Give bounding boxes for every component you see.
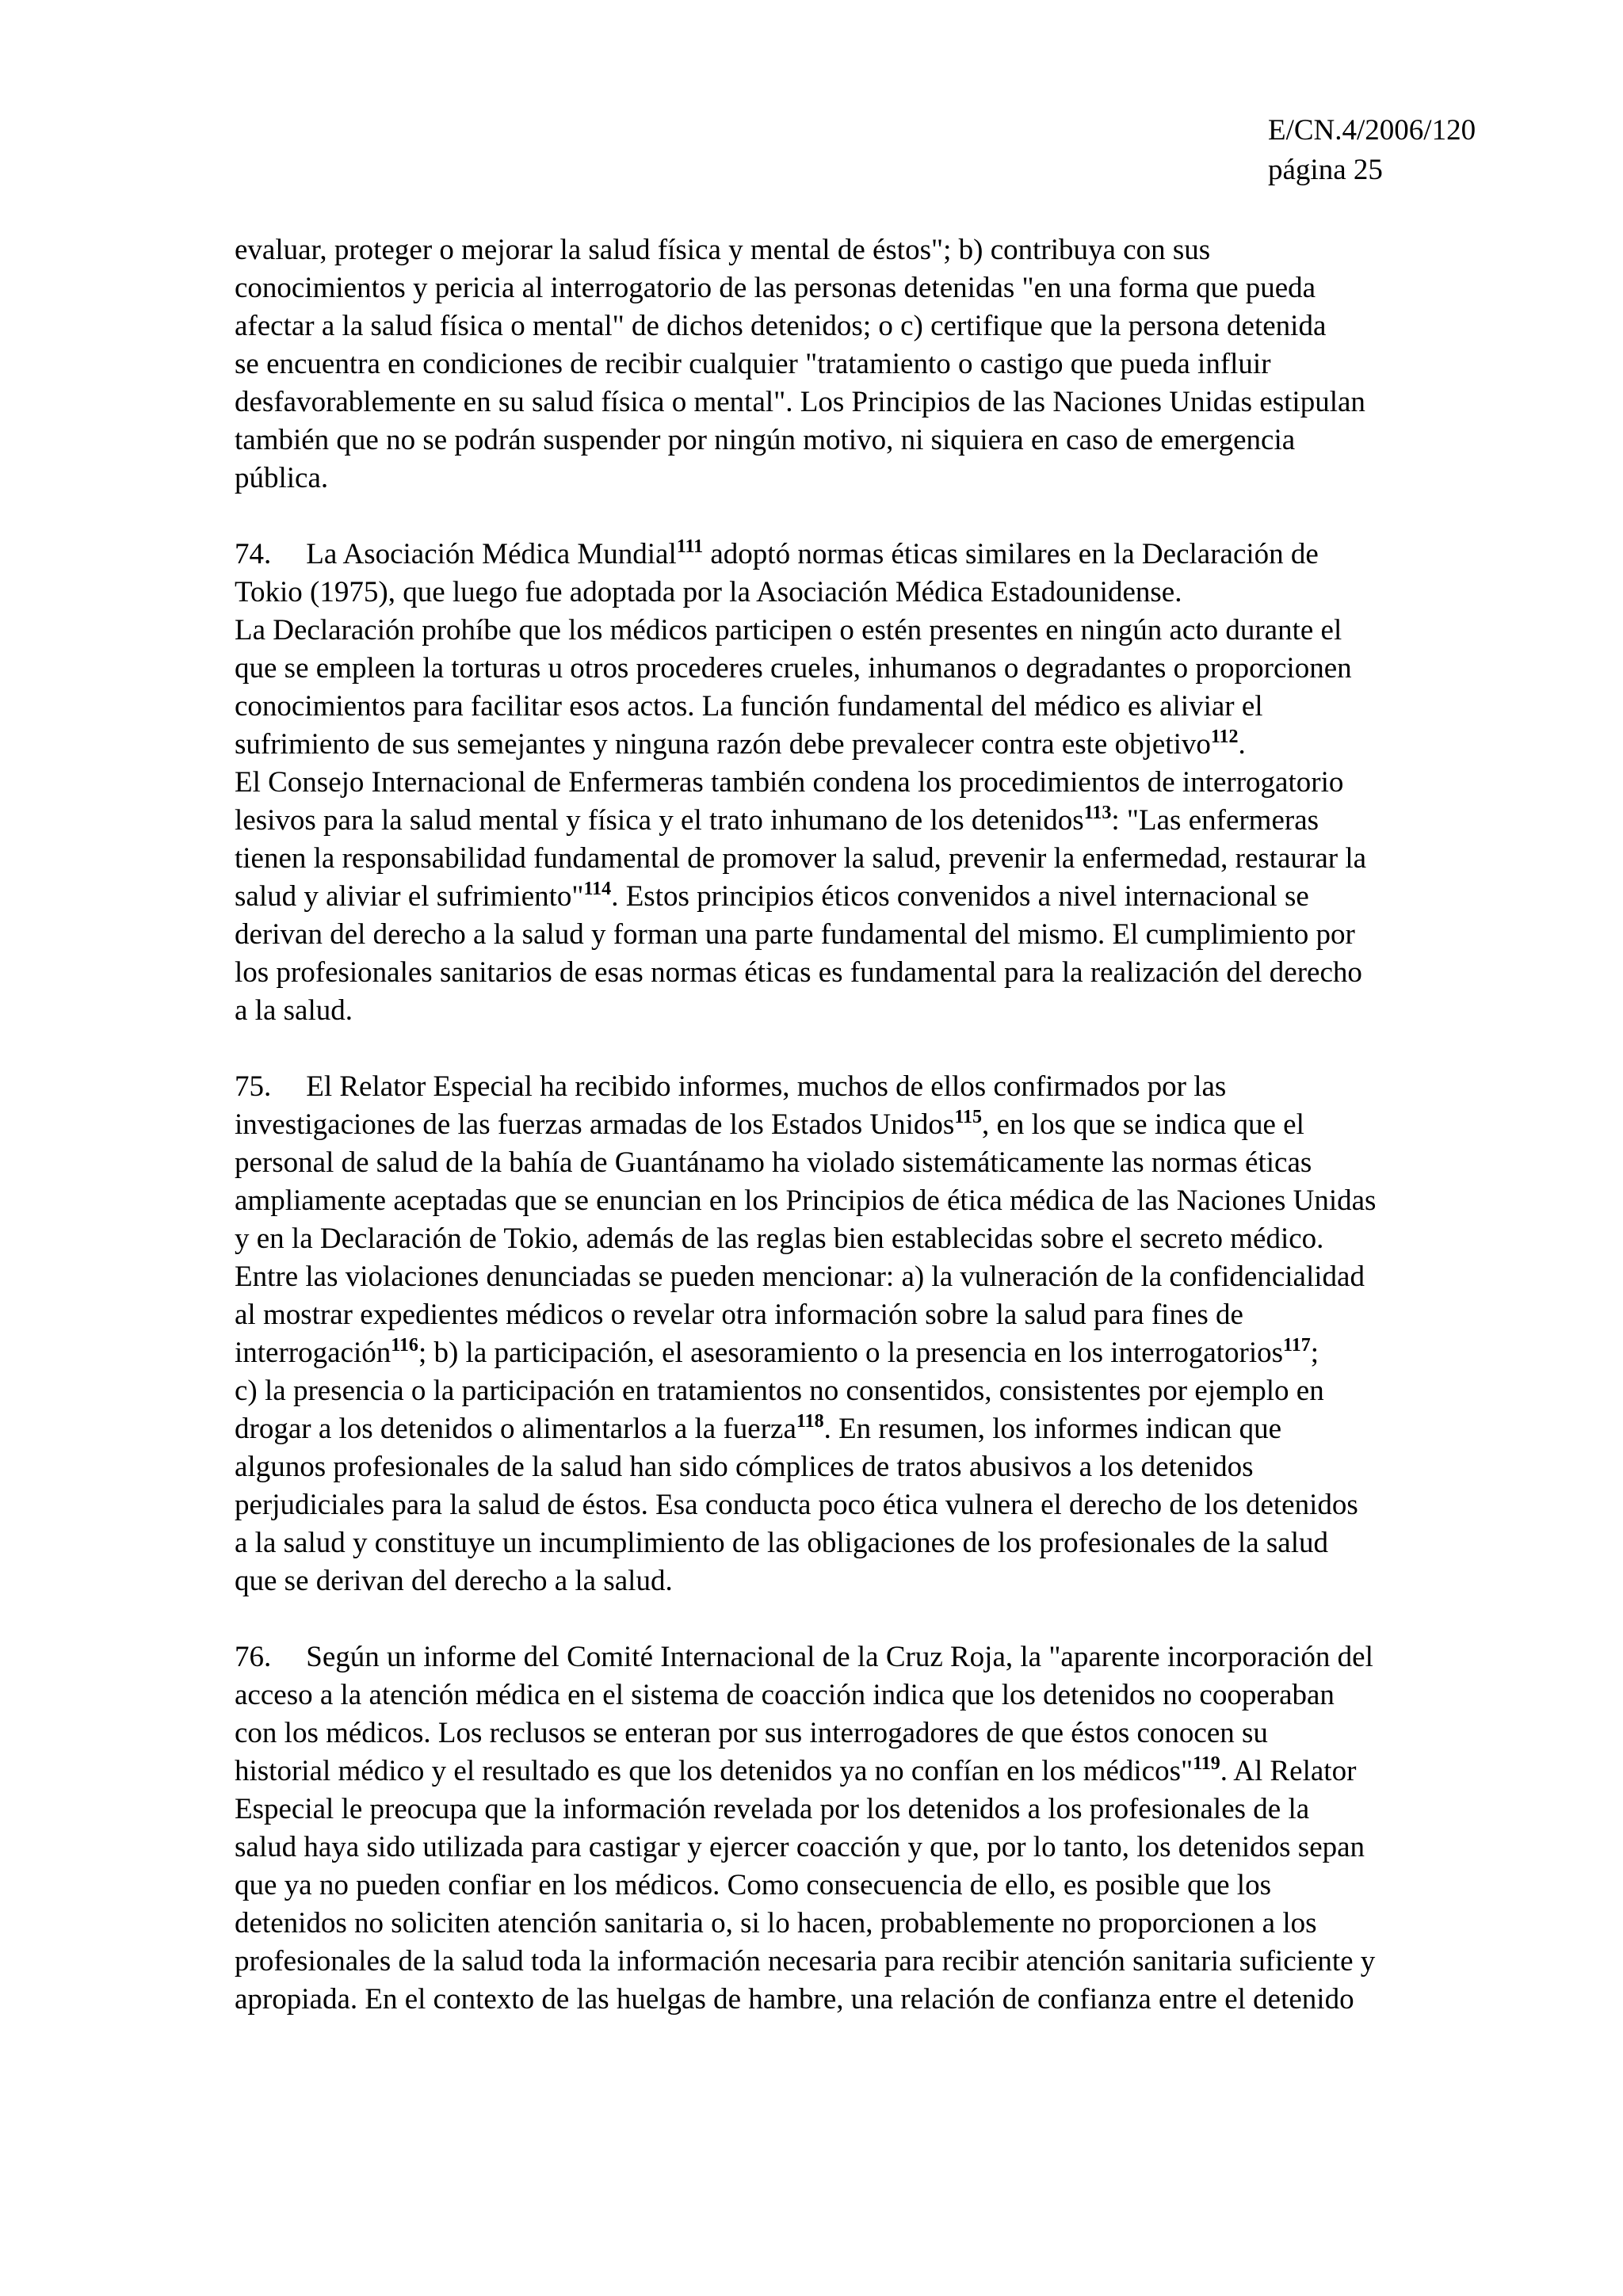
text-line: profesionales de la salud toda la información necesaria para recibir atención sanitaria suficiente y <box>235 1945 1376 1978</box>
text-run: ; b) la participación, el asesoramiento o la presencia en los interrogatorios <box>418 1337 1284 1369</box>
text-line: Entre las violaciones denunciadas se pueden mencionar: a) la vulneración de la confidencialidad <box>235 1261 1365 1293</box>
text-line <box>235 1638 1522 1676</box>
footnote-ref-118[interactable]: 118 <box>796 1411 824 1432</box>
text-line: a la salud. <box>235 994 353 1027</box>
paragraph-75 <box>235 1068 1522 1600</box>
text-line: afectar a la salud física o mental" de dichos detenidos; o c) certifique que la persona detenida <box>235 310 1327 342</box>
text-run: ; <box>1310 1337 1319 1369</box>
text-line: los profesionales sanitarios de esas normas éticas es fundamental para la realización del derecho <box>235 956 1362 989</box>
text-run: : "Las enfermeras <box>1111 804 1319 837</box>
text-line: Tokio (1975), que luego fue adoptada por la Asociación Médica Estadounidense. <box>235 576 1182 608</box>
text-line: evaluar, proteger o mejorar la salud física y mental de éstos"; b) contribuya con sus <box>235 234 1211 266</box>
text-line: La Declaración prohíbe que los médicos participen o estén presentes en ningún acto durante el <box>235 614 1342 646</box>
text-run: adoptó normas éticas similares en la Declaración de <box>703 538 1319 570</box>
text-run: El Relator Especial ha recibido informes, muchos de ellos confirmados por las <box>306 1070 1227 1103</box>
text-line: se encuentra en condiciones de recibir cualquier "tratamiento o castigo que pueda influir <box>235 348 1271 380</box>
text-line: salud haya sido utilizada para castigar y ejercer coacción y que, por lo tanto, los detenidos sepan <box>235 1831 1365 1863</box>
page-number: página 25 <box>1268 154 1383 186</box>
intro-paragraph <box>235 231 1522 498</box>
footnote-ref-114[interactable]: 114 <box>583 879 612 899</box>
paragraph-number: 75. <box>235 1070 272 1103</box>
text-line: c) la presencia o la participación en tratamientos no consentidos, consistentes por ejemplo en <box>235 1375 1324 1407</box>
text-line: a la salud y constituye un incumplimiento de las obligaciones de los profesionales de la salud <box>235 1527 1328 1559</box>
text-line <box>235 802 1522 840</box>
text-run: historial médico y el resultado es que los detenidos ya no confían en los médicos" <box>235 1755 1193 1787</box>
text-run: . En resumen, los informes indican que <box>823 1413 1282 1445</box>
text-line <box>235 878 1522 916</box>
text-line: ampliamente aceptadas que se enuncian en los Principios de ética médica de las Naciones Unidas <box>235 1184 1377 1217</box>
text-line: al mostrar expedientes médicos o revelar otra información sobre la salud para fines de <box>235 1299 1243 1331</box>
footnote-ref-117[interactable]: 117 <box>1283 1335 1311 1356</box>
paragraph-spacer <box>235 1030 1522 1068</box>
footnote-ref-116[interactable]: 116 <box>391 1335 418 1356</box>
text-run: investigaciones de las fuerzas armadas de los Estados Unidos <box>235 1108 955 1141</box>
text-line <box>235 1753 1522 1791</box>
text-line: también que no se podrán suspender por ningún motivo, ni siquiera en caso de emergencia <box>235 424 1296 456</box>
text-line: tienen la responsabilidad fundamental de promover la salud, prevenir la enfermedad, restaurar la <box>235 842 1367 875</box>
footnote-ref-115[interactable]: 115 <box>954 1107 982 1127</box>
paragraph-number: 74. <box>235 538 272 570</box>
text-line: derivan del derecho a la salud y forman una parte fundamental del mismo. El cumplimiento por <box>235 918 1355 951</box>
text-line <box>235 1334 1522 1372</box>
text-run: drogar a los detenidos o alimentarlos a la fuerza <box>235 1413 796 1445</box>
text-line: detenidos no soliciten atención sanitaria o, si lo hacen, probablemente no proporcionen a los <box>235 1907 1317 1939</box>
text-line <box>235 536 1522 574</box>
text-line: apropiada. En el contexto de las huelgas de hambre, una relación de confianza entre el detenido <box>235 1983 1354 2016</box>
text-line <box>235 1410 1522 1448</box>
text-line <box>235 1068 1522 1106</box>
text-run: lesivos para la salud mental y física y el trato inhumano de los detenidos <box>235 804 1084 837</box>
paragraph-76 <box>235 1638 1522 2019</box>
paragraph-74 <box>235 536 1522 1030</box>
text-run: sufrimiento de sus semejantes y ninguna razón debe prevalecer contra este objetivo <box>235 728 1211 761</box>
page-header <box>1268 111 1585 190</box>
text-run: . Al Relator <box>1220 1755 1357 1787</box>
text-line: que ya no pueden confiar en los médicos. Como consecuencia de ello, es posible que los <box>235 1869 1271 1901</box>
text-run: Según un informe del Comité Internacional de la Cruz Roja, la "aparente incorporación del <box>306 1641 1373 1673</box>
text-line <box>235 726 1522 764</box>
text-line: que se derivan del derecho a la salud. <box>235 1565 673 1597</box>
text-line <box>235 1106 1522 1144</box>
text-line: El Consejo Internacional de Enfermeras también condena los procedimientos de interrogatorio <box>235 766 1344 799</box>
text-run: La Asociación Médica Mundial <box>306 538 677 570</box>
footnote-ref-113[interactable]: 113 <box>1083 803 1112 823</box>
text-run: , en los que se indica que el <box>982 1108 1304 1141</box>
text-line: que se empleen la torturas u otros procederes crueles, inhumanos o degradantes o proporcionen <box>235 652 1352 685</box>
paragraph-spacer <box>235 1600 1522 1638</box>
text-line: personal de salud de la bahía de Guantánamo ha violado sistemáticamente las normas éticas <box>235 1146 1312 1179</box>
text-line: pública. <box>235 462 329 494</box>
text-line: perjudiciales para la salud de éstos. Esa conducta poco ética vulnera el derecho de los detenidos <box>235 1489 1358 1521</box>
text-run: . <box>1238 728 1246 761</box>
text-line: conocimientos para facilitar esos actos. La función fundamental del médico es aliviar el <box>235 690 1263 723</box>
text-run: . Estos principios éticos convenidos a nivel internacional se <box>611 880 1309 913</box>
footnote-ref-119[interactable]: 119 <box>1193 1753 1220 1774</box>
text-line: conocimientos y pericia al interrogatorio de las personas detenidas "en una forma que pueda <box>235 272 1316 304</box>
footnote-ref-112[interactable]: 112 <box>1210 727 1239 747</box>
paragraph-number: 76. <box>235 1641 272 1673</box>
document-symbol: E/CN.4/2006/120 <box>1268 114 1476 147</box>
paragraph-spacer <box>235 498 1522 536</box>
text-line: Especial le preocupa que la información revelada por los detenidos a los profesionales de la <box>235 1793 1310 1825</box>
footnote-ref-111[interactable]: 111 <box>676 536 704 557</box>
document-body <box>235 231 1522 2019</box>
text-line: con los médicos. Los reclusos se enteran por sus interrogadores de que éstos conocen su <box>235 1717 1268 1749</box>
text-line: algunos profesionales de la salud han sido cómplices de tratos abusivos a los detenidos <box>235 1451 1254 1483</box>
text-run: salud y aliviar el sufrimiento" <box>235 880 584 913</box>
text-line: y en la Declaración de Tokio, además de las reglas bien establecidas sobre el secreto médico. <box>235 1222 1324 1255</box>
text-line: acceso a la atención médica en el sistema de coacción indica que los detenidos no cooperaban <box>235 1679 1335 1711</box>
text-run: interrogación <box>235 1337 391 1369</box>
text-line: desfavorablemente en su salud física o mental". Los Principios de las Naciones Unidas estipulan <box>235 386 1365 418</box>
